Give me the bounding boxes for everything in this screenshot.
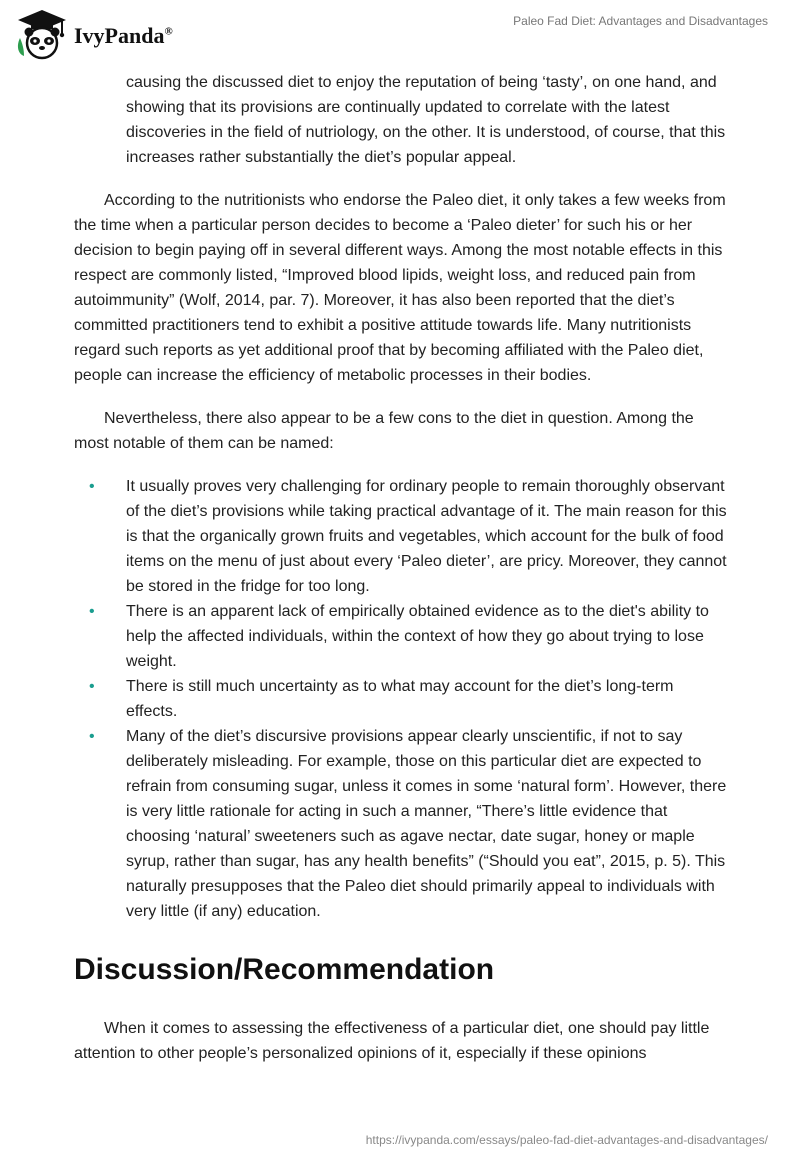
paragraph-effects: According to the nutritionists who endorse the Paleo diet, it only takes a few weeks from the time when a particular person decides to become a ‘Paleo dieter’ for such his or her decision to begin paying off in several different ways. Among the most notable effects in this respect are commonly listed, “Improved blood lipids, weight loss, and reduced pain from autoimmunity” (Wolf, 2014, par. 7). Moreover, it has also been reported that the diet’s committed practitioners tend to exhibit a positive attitude towards life. Many nutritionists regard such reports as yet additional proof that by becoming affiliated with the Paleo diet, people can increase the efficiency of metabolic processes in their bodies.	[74, 192, 726, 384]
list-item: • It usually proves very challenging for ordinary people to remain thoroughly observant of the diet’s provisions while taking practical advantage of it. The main reason for this is that the organically grown fruits and vegetables, which account for the bulk of food items on the menu of just about every ‘Paleo dieter’, are pricy. Moreover, they cannot be stored in the fridge for too long.	[74, 474, 728, 599]
bullet-icon: •	[89, 603, 95, 620]
page-header	[0, 0, 800, 70]
document-title: Paleo Fad Diet: Advantages and Disadvantages	[513, 14, 768, 28]
section-heading: Discussion/Recommendation	[74, 953, 495, 986]
continued-paragraph: causing the discussed diet to enjoy the reputation of being ‘tasty’, on one hand, and showing that its provisions are continually updated to correlate with the latest discoveries in the field of nutriology, on the other. It is understood, of course, that this increases rather substantially the diet’s popular appeal.	[126, 74, 726, 166]
list-item: • Many of the diet’s discursive provisions appear clearly unscientific, if not to say deliberately misleading. For example, those on this particular diet are expected to refrain from consuming sugar, unless it comes in some ‘natural form’. However, there is very little rationale for acting in such a manner, “There’s little evidence that choosing ‘natural’ sweeteners such as agave nectar, date sugar, honey or maple syrup, rather than sugar, has any health benefits” (“Should you eat”, 2015, p. 5). This naturally presupposes that the Paleo diet should primarily appeal to individuals with very little (if any) education.	[74, 724, 728, 924]
bullet-icon: •	[89, 678, 95, 695]
bullet-icon: •	[89, 728, 95, 745]
panda-graduate-icon	[14, 8, 70, 60]
paragraph-cons-intro: Nevertheless, there also appear to be a few cons to the diet in question. Among the most notable of them can be named:	[74, 410, 694, 452]
list-item: • There is still much uncertainty as to what may account for the diet’s long-term effects.	[74, 674, 728, 724]
brand-name: IvyPanda®	[74, 23, 173, 48]
cons-list	[74, 474, 728, 924]
ivypanda-logo[interactable]	[14, 8, 173, 60]
list-item: • There is an apparent lack of empirically obtained evidence as to the diet's ability to help the affected individuals, within the context of how they go about trying to lose weight.	[74, 599, 728, 674]
essay-body	[74, 70, 728, 1066]
bullet-icon: •	[89, 478, 95, 495]
source-url-link[interactable]: https://ivypanda.com/essays/paleo-fad-diet-advantages-and-disadvantages/	[365, 1133, 768, 1147]
paragraph-discussion: When it comes to assessing the effectiveness of a particular diet, one should pay little attention to other people’s personalized opinions of it, especially if these opinions	[74, 1020, 710, 1062]
